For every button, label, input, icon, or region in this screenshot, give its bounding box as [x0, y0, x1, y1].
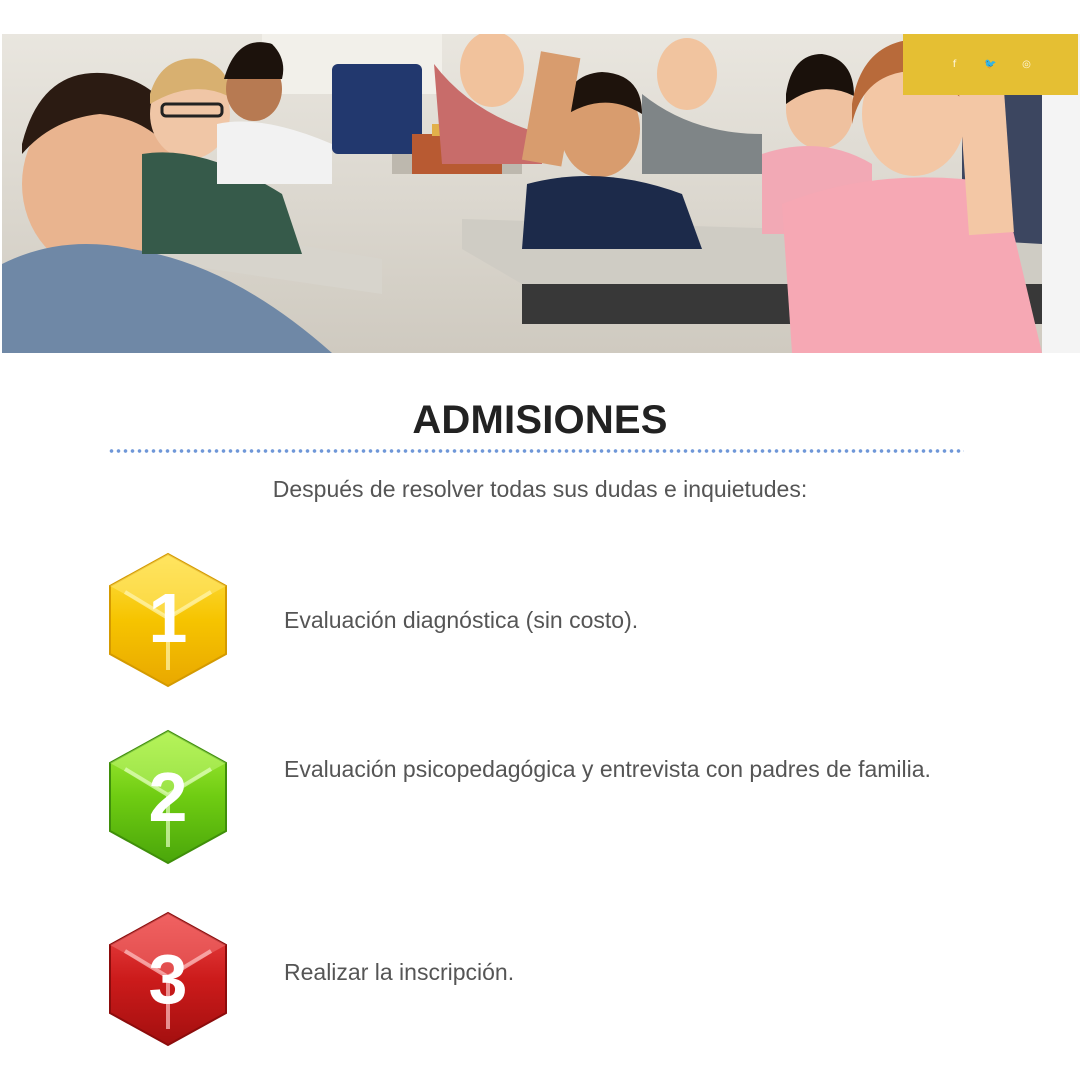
- step-3-number: 3: [148, 940, 188, 1018]
- hero-image: [2, 34, 1042, 353]
- step-2-badge-icon: [107, 729, 229, 865]
- step-1-badge-icon: [107, 552, 229, 688]
- step-2-text: Evaluación psicopedagógica y entrevista con padres de familia.: [284, 756, 931, 782]
- facebook-icon[interactable]: f: [952, 58, 957, 70]
- step-3-badge-icon: [107, 911, 229, 1047]
- social-bar: [903, 34, 1078, 95]
- classroom-photo: [2, 34, 1042, 353]
- page-title: ADMISIONES: [412, 398, 668, 442]
- step-3-text: Realizar la inscripción.: [284, 959, 515, 985]
- step-2-number: 2: [148, 758, 188, 836]
- dotted-divider: [108, 448, 964, 454]
- step-1-number: 1: [148, 579, 188, 657]
- instagram-icon[interactable]: ◎: [1022, 58, 1031, 70]
- twitter-icon[interactable]: 🐦: [984, 58, 997, 70]
- step-1-text: Evaluación diagnóstica (sin costo).: [284, 607, 639, 633]
- section-subtitle: Después de resolver todas sus dudas e inquietudes:: [272, 476, 808, 502]
